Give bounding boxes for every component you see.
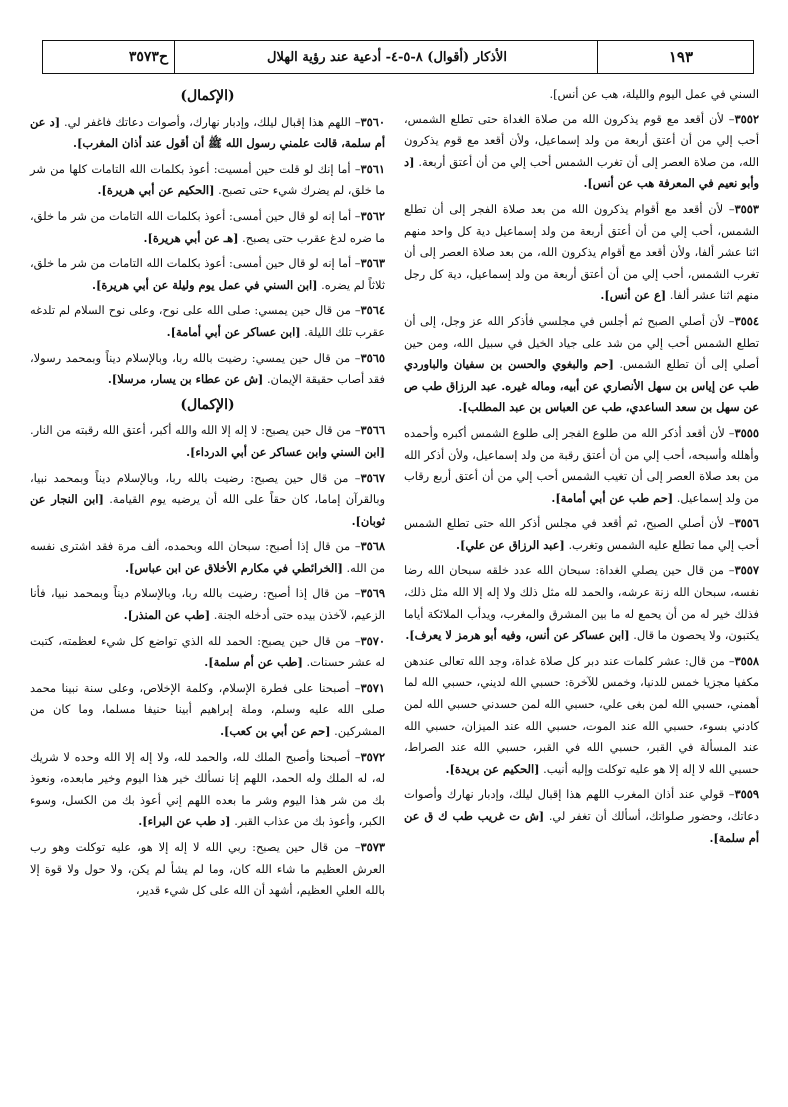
hadith-number: ٣٥٧٣	[360, 840, 385, 854]
hadith-entry	[30, 348, 385, 391]
hadith-entry	[30, 206, 385, 249]
hadith-number: ٣٥٦١	[360, 161, 385, 176]
hadith-source: [حم عن أبي بن كعب].	[220, 724, 331, 739]
hadith-source: [ابن السني في عمل يوم وليلة عن أبي هريرة].	[91, 277, 318, 292]
hadith-entry	[404, 311, 759, 419]
hadith-entry	[30, 420, 385, 463]
hadith-source: [الحكيم عن أبي هريرة].	[97, 183, 215, 198]
hadith-source: [ع عن أنس].	[600, 288, 667, 303]
hadith-text: – أصبحنا وأصبح الملك لله، والحمد لله، ولا إله إلا الله وحده لا شريك له، له الملك وله الحمد، اللهم إنا نسألك خير هذا اليوم وخير مابعده، ونعوذ بك من شر هذا اليوم وشر ما بعده اللهم إني أعوذ بك من الكسل، وسوء الكبر، وأعوذ بك من عذاب القبر.	[30, 749, 385, 829]
hadith-entry	[404, 651, 759, 781]
hadith-range: ح٣٥٧٣	[43, 41, 175, 73]
right-entries	[404, 109, 759, 850]
hadith-entry	[30, 678, 385, 743]
hadith-text: – من قال حين يصبح: الحمد لله الذي تواضع كل شيء لعظمته، كتبت له عشر حسنات.	[30, 633, 385, 670]
hadith-text: – من قال حين يصبح: لا إله إلا الله والله أكبر، أعتق الله رقبته من النار.	[30, 423, 361, 438]
hadith-text: – لأن أصلي الصبح، ثم أقعد في مجلس أذكر الله حتى تطلع الشمس أحب إلي مما تطلع عليه الشمس وتغرب.	[404, 516, 759, 552]
hadith-text: – أصبحنا على فطرة الإسلام، وكلمة الإخلاص، وعلى سنة نبينا محمد صلى الله عليه وسلم، وملة إبراهيم أبينا حنيفا مسلما، وما كان من المشركين.	[30, 680, 385, 739]
hadith-number: ٣٥٦٣	[360, 256, 385, 271]
hadith-entry	[30, 300, 385, 343]
hadith-text: – لأن أقعد أذكر الله من طلوع الفجر إلى طلوع الشمس أكبره وأحمده وأهلله وأسبحه، أحب إلي من أن أعتق رقبة من ولد إسماعيل، ولأن أذكر الله من بعد صلاة العصر إلى أن تغيب الشمس أحب إلي من أن أعتق أربع رقاب من ولد إسماعيل.	[404, 425, 759, 505]
hadith-source: [عبد الرزاق عن علي].	[456, 537, 565, 552]
hadith-entry	[30, 747, 385, 833]
continuation-text: السني في عمل اليوم والليلة، هب عن أنس].	[549, 87, 759, 101]
hadith-text: – لأن أصلي الصبح ثم أجلس في مجلسي فأذكر الله عز وجل، إلى أن تطلع الشمس أحب إلي من شد على جياد الخيل في سبيل الله، ومن حين أصلي إلى أن تطلع الشمس.	[404, 313, 759, 372]
hadith-text: – من قال إذا أصبح: رضيت بالله ربا، وبالإسلام ديناً وبمحمد نبيا، فأنا الزعيم، لآخذن بيده حتى أدخله الجنة.	[30, 586, 385, 623]
hadith-entry	[30, 468, 385, 533]
hadith-text: – لأن أقعد مع قوم يذكرون الله من صلاة الغداة حتى تطلع الشمس، أحب إلي من أن أعتق أربعة من ولد إسماعيل، ولأن أقعد مع قوم يذكرون الله، من صلاة العصر إلى أن تغرب الشمس أحب إلي من أن أعتق أربعة.	[404, 111, 760, 169]
hadith-entry	[30, 159, 385, 202]
hadith-source: [د وأبو نعيم في المعرفة هب عن أنس].	[404, 154, 759, 191]
section-heading: (الإكمال)	[180, 88, 235, 104]
hadith-text: – اللهم هذا إقبال ليلك، وإدبار نهارك، وأصوات دعاتك فاغفر لي.	[64, 114, 361, 129]
hadith-text: – من قال حين يصبح: ربي الله لا إله إلا هو، عليه توكلت وهو رب العرش العظيم ما شاء الله كان، وما لم يشأ لم يكن، ولا حول ولا قوة إلا بالله العلي العظيم، أشهد أن الله على كل شيء قدير،	[30, 840, 385, 898]
hadith-text: – أما إنه لو قال حين أمسى: أعوذ بكلمات الله التامات من شر ما خلق، ما ضره لدغ عقرب حتى يصبح.	[30, 208, 385, 245]
hadith-entry	[404, 784, 759, 849]
hadith-text: – من قال: عشر كلمات عند دبر كل صلاة غداة، وجد الله تعالى عندهن مكفيا مجزيا خمس للدنيا، وخمس للآخرة: حسبي الله لديني، حسبي الله لما أهمني، حسبي الله لمن بغى علي، حسبي الله لمن حسدني حسبي الله لمن كادني بسوء، حسبي الله عند الموت، حسبي الله عند الميزان، حسبي الله عند المسألة في القبر، حسبي الله في القبر، حسبي الله عند الصراط، حسبي الله لا إله إلا هو عليه توكلت وإليه أنيب.	[404, 653, 759, 776]
hadith-source: [الحكيم عن بريدة].	[445, 761, 540, 776]
hadith-source: [حم طب عن أبي أمامة].	[551, 490, 674, 505]
hadith-number: ٣٥٧٠	[360, 633, 385, 648]
page-header	[42, 40, 754, 74]
hadith-text: – من قال إذا أصبح: سبحان الله وبحمده، ألف مرة فقد اشترى نفسه من الله.	[30, 539, 385, 575]
hadith-number: ٣٥٥٤	[734, 313, 759, 328]
left-entries-1	[30, 112, 385, 391]
hadith-source: [د طب عن البراء].	[138, 814, 231, 829]
hadith-number: ٣٥٧١	[360, 680, 385, 695]
hadith-text: – لأن أقعد مع أقوام يذكرون الله من بعد صلاة الفجر إلى أن تطلع الشمس، أحب إلي من أن أعتق أربعة من ولد إسماعيل دية كل واحد منهم اثنا عشر ألفا، ولأن أقعد مع أقوام يذكرون الله، من بعد صلاة العصر إلى أن تغرب الشمس، أحب إلي من أن أعتق أربعة من ولد إسماعيل، دية كل رجل منهم اثنا عشر ألفا.	[404, 201, 759, 303]
hadith-number: ٣٥٥٧	[734, 563, 759, 578]
hadith-entry	[30, 253, 385, 296]
left-entries-2	[30, 420, 385, 901]
page-number: ١٩٣	[597, 41, 753, 73]
hadith-source: [ش عن عطاء بن يسار، مرسلا].	[107, 372, 264, 387]
hadith-source: [الخرائطي في مكارم الأخلاق عن ابن عباس].	[125, 560, 343, 575]
hadith-source: [حم والبغوي والحسن بن سفيان والباوردي طب عن إياس بن سهل الأنصاري عن أبيه، وماله غيره. عبد الرزاق طب ص عن سهل بن سعد الساعدي، طب عن العباس بن عبد المطلب].	[404, 357, 759, 415]
section-heading: (الإكمال)	[180, 396, 235, 413]
hadith-text: – من قال حين يصلي الغداة: سبحان الله عدد خلقه سبحان الله رضا نفسه، سبحان الله زنة عرشه، والحمد لله مثل ذلك ولا إله إلا الله مثل ذلك، فذلك خير له من أن يحمع له ما بين المشرق والمغرب، ويدأب الملائكة أياما يكتبون، ولا يحصون ما قال.	[404, 563, 759, 643]
hadith-number: ٣٥٦٩	[360, 586, 385, 601]
hadith-number: ٣٥٦٧	[360, 470, 385, 485]
hadith-source: [هـ عن أبي هريرة].	[143, 230, 239, 245]
hadith-entry	[404, 560, 759, 646]
hadith-source: [ابن السني وابن عساكر عن أبي الدرداء].	[186, 444, 385, 459]
hadith-entry	[30, 583, 385, 626]
hadith-source: [طب عن أم سلمة].	[204, 655, 303, 670]
hadith-number: ٣٥٥٣	[734, 201, 759, 216]
hadith-source: [ش ت غريب طب ك ق عن أم سلمة].	[404, 809, 759, 845]
hadith-source: [ابن عساكر عن أبي أمامة].	[166, 324, 301, 339]
hadith-number: ٣٥٦٦	[360, 423, 385, 438]
hadith-entry	[404, 109, 759, 195]
hadith-text: – من قال حين يصبح: رضيت بالله ربا، وبالإسلام ديناً وبمحمد نبيا، وبالقرآن إماما، كان حقاً على الله أن يرضيه يوم القيامة.	[30, 470, 386, 507]
hadith-number: ٣٥٥٥	[734, 425, 759, 440]
hadith-entry	[404, 513, 759, 556]
hadith-text: – أما إنه لو قال حين أمسى: أعوذ بكلمات الله التامات من شر ما خلق، ثلاثاً لم يضره.	[30, 256, 385, 292]
left-column	[30, 84, 385, 906]
hadith-source: [ابن عساكر عن أنس، وفيه أبو هرمز لا يعرف].	[405, 628, 630, 643]
hadith-text: – من قال حين يمسي: صلى الله على نوح، وعلى نوح السلام لم تلدغه عقرب تلك الليلة.	[30, 303, 385, 339]
hadith-entry	[30, 536, 385, 579]
hadith-number: ٣٥٥٩	[734, 787, 759, 802]
hadith-entry	[404, 199, 759, 307]
hadith-number: ٣٥٥٢	[734, 111, 759, 126]
hadith-number: ٣٥٦٤	[360, 303, 385, 318]
right-column	[404, 84, 759, 853]
hadith-text: – من قال حين يمسي: رضيت بالله ربا، وبالإسلام ديناً وبمحمد رسولا، فقد أصاب حقيقة الإيمان.	[30, 350, 385, 387]
hadith-number: ٣٥٦٨	[360, 539, 385, 554]
hadith-source: [طب عن المنذر].	[123, 608, 211, 623]
hadith-number: ٣٥٥٦	[734, 516, 759, 531]
hadith-entry	[30, 837, 385, 902]
hadith-number: ٣٥٥٨	[734, 653, 759, 668]
hadith-number: ٣٥٦٢	[360, 208, 385, 223]
hadith-number: ٣٥٧٢	[360, 749, 385, 764]
hadith-text: – أما إنك لو قلت حين أمسيت: أعوذ بكلمات الله التامات كلها من شر ما خلق، لم يضرك شيء حتى تصبح.	[30, 161, 385, 198]
hadith-source: [ابن النجار عن ثوبان].	[30, 492, 385, 528]
chapter-title: الأذكار (أقوال) ٨-٥-٤- أدعية عند رؤية الهلال	[267, 49, 507, 65]
hadith-entry	[30, 112, 385, 155]
hadith-number: ٣٥٦٠	[360, 114, 385, 129]
hadith-source: [د عن أم سلمة، قالت علمني رسول الله ﷺ أن أقول عند أذان المغرب].	[30, 114, 385, 151]
hadith-number: ٣٥٦٥	[360, 350, 385, 365]
hadith-text: – قولي عند أذان المغرب اللهم هذا إقبال ليلك، وإدبار نهارك وأصوات دعاتك، وحضور صلواتك، أسألك أن تغفر لي.	[404, 787, 759, 823]
hadith-entry	[30, 631, 385, 674]
hadith-entry	[404, 423, 759, 509]
